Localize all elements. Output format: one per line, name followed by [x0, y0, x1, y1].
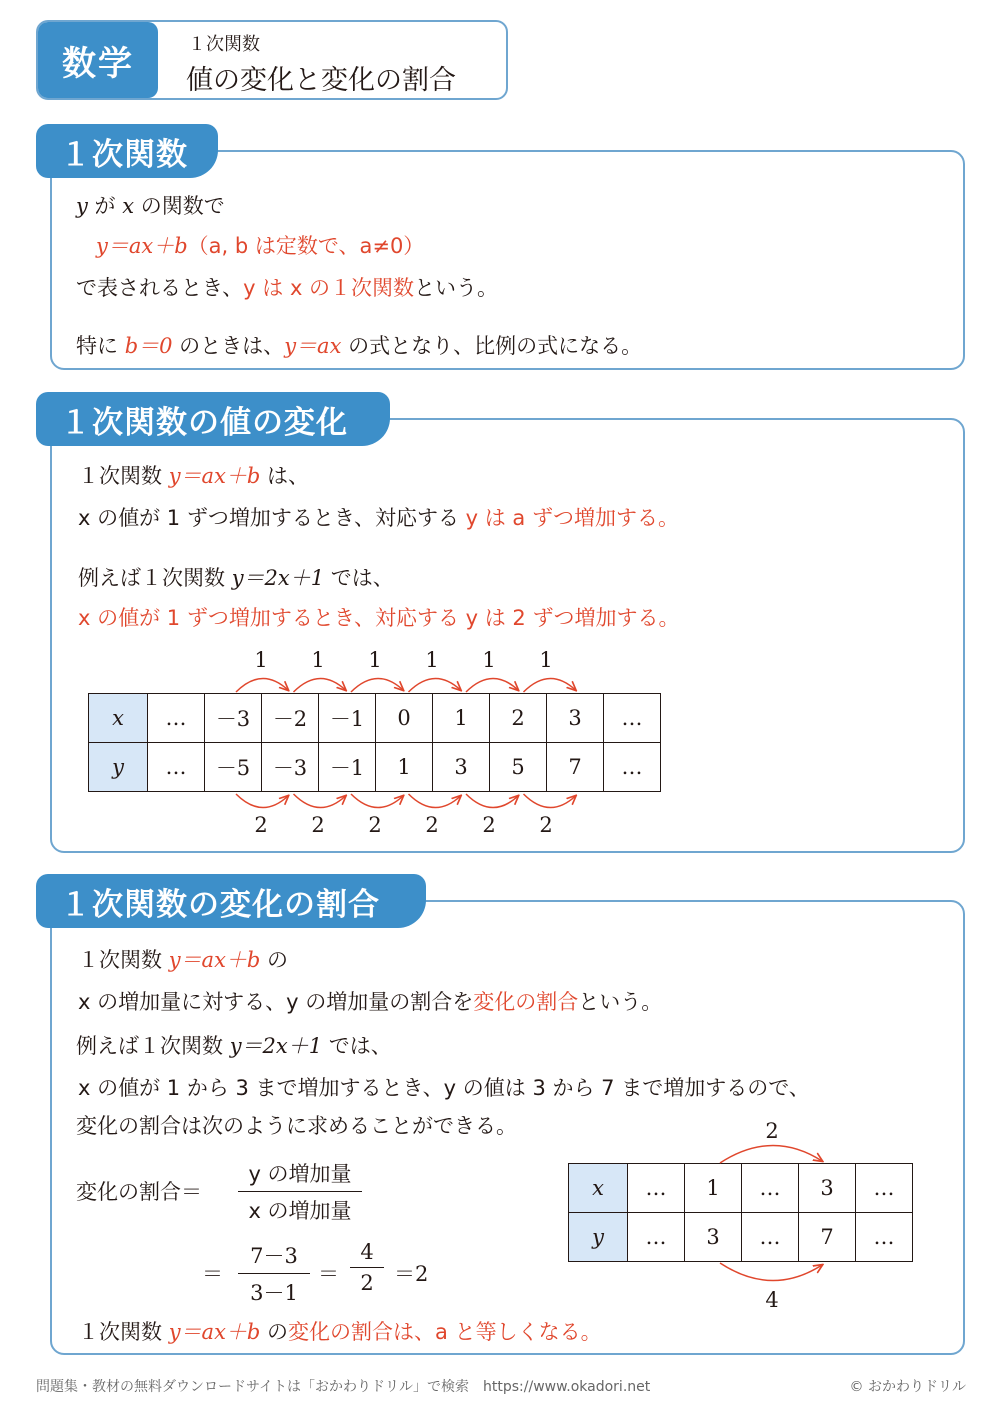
- table-cell: －3: [205, 694, 262, 743]
- table-cell: 7: [547, 743, 604, 792]
- table-cell: …: [856, 1164, 913, 1213]
- equals-sign: ＝: [318, 1262, 339, 1286]
- fraction-denominator: 3－1: [250, 1281, 298, 1305]
- s2-line-1: １次関数 y＝ax＋b は、: [78, 464, 310, 488]
- table-cell: 0: [376, 694, 433, 743]
- table-cell: －1: [319, 694, 376, 743]
- unit-label: １次関数: [188, 34, 260, 55]
- table-cell: …: [148, 743, 205, 792]
- step-label: 1: [368, 648, 382, 672]
- step-label: 2: [482, 813, 496, 837]
- fraction-numerator: y の増加量: [248, 1162, 352, 1186]
- section-linear-function: [50, 150, 965, 370]
- worksheet-header: [36, 20, 508, 100]
- step-label: 2: [765, 1119, 779, 1143]
- s3-line-2: x の増加量に対する、y の増加量の割合を変化の割合という。: [78, 990, 663, 1014]
- tab-value-change: １次関数の値の変化: [36, 392, 390, 446]
- table-cell: …: [628, 1164, 685, 1213]
- equals-sign: ＝: [202, 1262, 223, 1286]
- table-cell: 1: [433, 694, 490, 743]
- step-label: 1: [311, 648, 325, 672]
- x-header-cell: x: [569, 1164, 628, 1213]
- table-cell: 3: [547, 694, 604, 743]
- s1-line-2: y＝ax＋b（a, b は定数で、a≠0）: [96, 234, 425, 258]
- x-header-cell: x: [89, 694, 148, 743]
- subject-badge: 数学: [38, 22, 158, 98]
- step-label: 2: [368, 813, 382, 837]
- table-cell: 3: [685, 1213, 742, 1262]
- rate-step-arrows: [0, 1115, 1000, 1315]
- footer-site-info: 問題集・教材の無料ダウンロードサイトは「おかわりドリル」で検索 https://www.okadori.net: [36, 1379, 651, 1395]
- step-label: 2: [539, 813, 553, 837]
- s1-line-1: y が x の関数で: [76, 194, 225, 218]
- fraction-denominator: x の増加量: [248, 1199, 352, 1223]
- page-title: 値の変化と変化の割合: [186, 65, 456, 96]
- table-cell: …: [742, 1164, 799, 1213]
- step-arrow: [466, 794, 518, 808]
- y-header-cell: y: [569, 1213, 628, 1262]
- step-arrow: [409, 794, 461, 808]
- fraction-numerator: 7－3: [250, 1244, 298, 1268]
- y-header-cell: y: [89, 743, 148, 792]
- rate-top-arrow: [720, 1145, 822, 1163]
- table-cell: －3: [262, 743, 319, 792]
- table-cell: 7: [799, 1213, 856, 1262]
- ratio-result: ＝2: [394, 1262, 429, 1286]
- step-arrow: [466, 678, 518, 692]
- table-cell: …: [628, 1213, 685, 1262]
- fraction-denominator: 2: [360, 1271, 374, 1295]
- table-cell: …: [604, 694, 661, 743]
- tab-rate-of-change: １次関数の変化の割合: [36, 874, 426, 928]
- step-arrow: [524, 794, 576, 808]
- step-arrow: [351, 794, 403, 808]
- s3-line-4: x の値が 1 から 3 まで増加するとき、y の値は 3 から 7 まで増加するので、: [78, 1076, 810, 1100]
- footer-copyright: © おかわりドリル: [849, 1379, 966, 1395]
- s3-conclusion: １次関数 y＝ax＋b の変化の割合は、a と等しくなる。: [78, 1320, 602, 1344]
- step-arrow: [236, 794, 288, 808]
- step-label: 1: [539, 648, 553, 672]
- table-cell: 3: [433, 743, 490, 792]
- table-cell: －5: [205, 743, 262, 792]
- s3-line-5: 変化の割合は次のように求めることができる。: [76, 1114, 517, 1138]
- s2-line-4: x の値が 1 ずつ増加するとき、対応する y は 2 ずつ増加する。: [78, 606, 680, 630]
- step-arrow: [524, 678, 576, 692]
- s3-line-1: １次関数 y＝ax＋b の: [78, 948, 289, 972]
- ratio-label: 変化の割合＝: [76, 1180, 202, 1204]
- s1-line-4: 特に b＝0 のときは、y＝ax の式となり、比例の式になる。: [76, 334, 643, 358]
- fraction-numerator: 4: [360, 1240, 374, 1264]
- table-cell: 3: [799, 1164, 856, 1213]
- step-arrow: [294, 794, 346, 808]
- table-cell: …: [148, 694, 205, 743]
- table-cell: 1: [685, 1164, 742, 1213]
- table-cell: …: [742, 1213, 799, 1262]
- table-cell: 5: [490, 743, 547, 792]
- step-label: 1: [254, 648, 268, 672]
- step-label: 2: [254, 813, 268, 837]
- rate-bottom-arrow: [720, 1263, 822, 1281]
- step-label: 4: [765, 1288, 779, 1312]
- step-label: 2: [311, 813, 325, 837]
- step-arrow: [236, 678, 288, 692]
- table-cell: …: [604, 743, 661, 792]
- step-label: 1: [482, 648, 496, 672]
- step-arrow: [294, 678, 346, 692]
- table-cell: 1: [376, 743, 433, 792]
- step-label: 2: [425, 813, 439, 837]
- s2-line-2: x の値が 1 ずつ増加するとき、対応する y は a ずつ増加する。: [78, 506, 679, 530]
- table-cell: 2: [490, 694, 547, 743]
- s3-line-3: 例えば１次関数 y＝2x＋1 では、: [76, 1034, 392, 1058]
- tab-linear-function: １次関数: [36, 124, 218, 178]
- step-arrow: [409, 678, 461, 692]
- s1-line-3: で表されるとき、y は x の１次関数という。: [76, 276, 499, 300]
- table-cell: －1: [319, 743, 376, 792]
- step-arrow: [351, 678, 403, 692]
- table-cell: －2: [262, 694, 319, 743]
- table-cell: …: [856, 1213, 913, 1262]
- value-step-arrows: [0, 640, 1000, 850]
- s2-line-3: 例えば１次関数 y＝2x＋1 では、: [78, 566, 394, 590]
- step-label: 1: [425, 648, 439, 672]
